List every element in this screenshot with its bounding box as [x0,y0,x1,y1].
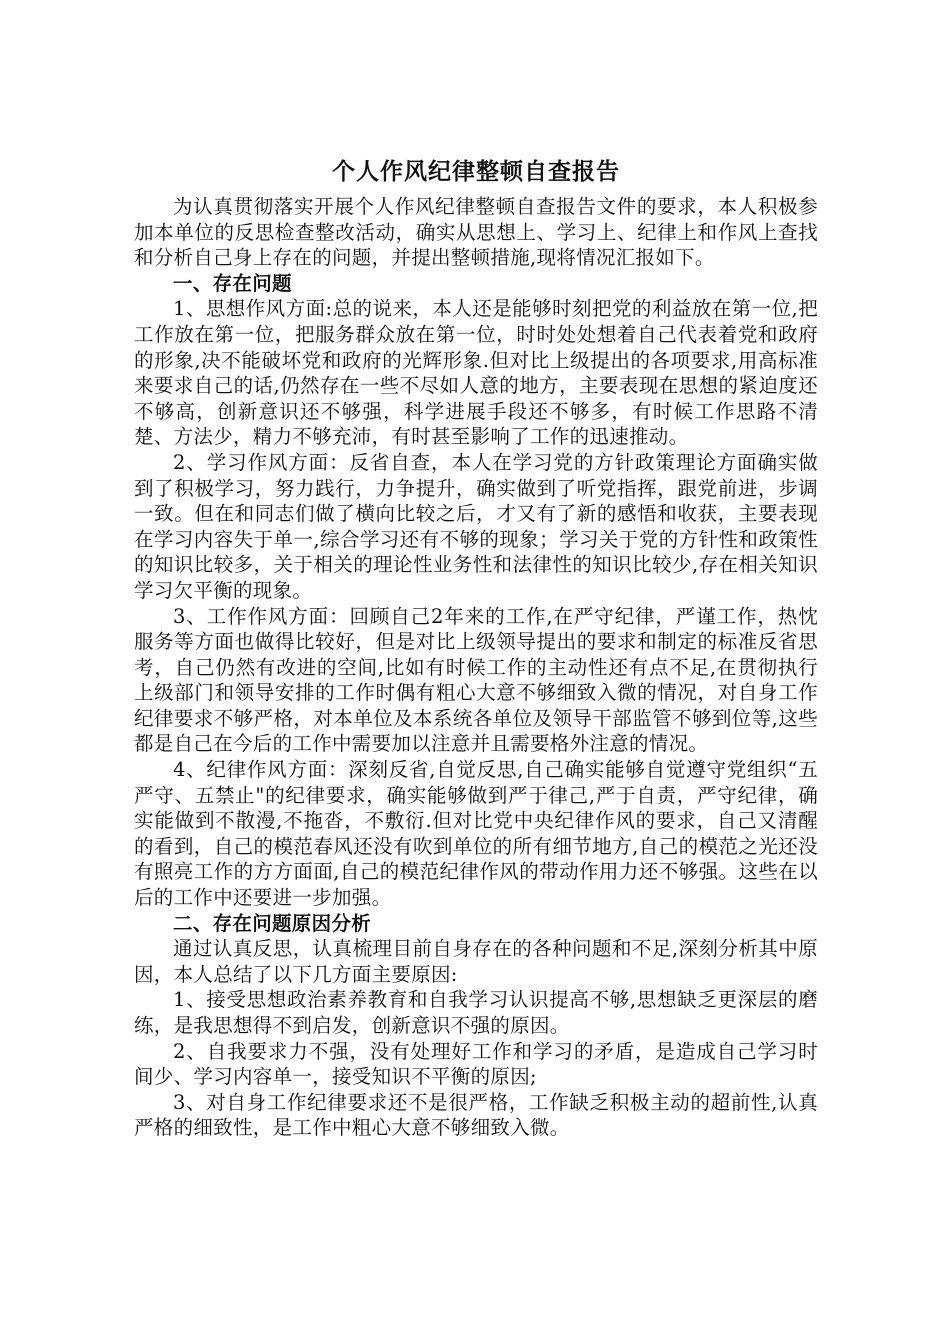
intro-paragraph: 为认真贯彻落实开展个人作风纪律整顿自查报告文件的要求，本人积极参加本单位的反思检查整改活动，确实从思想上、学习上、纪律上和作风上查找和分析自己身上存在的问题，并提出整顿措施,现将情况汇报如下。 [134,195,818,270]
cause-item-1: 1、接受思想政治素养教育和自我学习认识提高不够,思想缺乏更深层的磨练，是我思想得不到启发，创新意识不强的原因。 [134,988,818,1037]
section-heading-problems: 一、存在问题 [173,271,292,295]
document-page [134,152,818,1141]
cause-item-3: 3、对自身工作纪律要求还不是很严格，工作缺乏积极主动的超前性,认真严格的细致性，是工作中粗心大意不够细致入微。 [134,1090,818,1140]
problem-item-study: 2、学习作风方面：反省自查，本人在学习党的方针政策理论方面确实做到了积极学习，努力践行，力争提升，确实做到了听党指挥，跟党前进，步调一致。但在和同志们做了横向比较之后，才又有了新的感悟和收获，主要表现在学习内容失于单一,综合学习还有不够的现象；学习关于党的方针性和政策性的知识比较多，关于相关的理论性业务性和法律性的知识比较少,存在相关知识学习欠平衡的现象。 [134,450,818,602]
problem-item-work: 3、工作作风方面：回顾自己2年来的工作,在严守纪律，严谨工作，热忱服务等方面也做得比较好，但是对比上级领导提出的要求和制定的标准反省思考，自己仍然有改进的空间,比如有时候工作的主动性还有点不足,在贯彻执行上级部门和领导安排的工作时偶有粗心大意不够细致入微的情况，对自身工作纪律要求不够严格，对本单位及本系统各单位及领导干部监管不够到位等,这些都是自己在今后的工作中需要加以注意并且需要格外注意的情况。 [134,604,818,756]
problem-item-thought: 1、思想作风方面:总的说来，本人还是能够时刻把党的利益放在第一位,把工作放在第一位，把服务群众放在第一位，时时处处想着自己代表着党和政府的形象,决不能破坏党和政府的光辉形象.但对比上级提出的各项要求,用高标准来要求自己的话,仍然存在一些不尽如人意的地方，主要表现在思想的紧迫度还不够高，创新意识还不够强，科学进展手段还不够多，有时候工作思路不清楚、方法少，精力不够充沛，有时甚至影响了工作的迅速推动。 [134,297,818,449]
causes-intro-paragraph: 通过认真反思，认真梳理目前自身存在的各种问题和不足,深刻分析其中原因，本人总结了以下几方面主要原因: [134,937,818,986]
section-heading-causes: 二、存在问题原因分析 [173,911,372,935]
problem-item-discipline: 4、纪律作风方面：深刻反省,自觉反思,自己确实能够自觉遵守党组织“五严守、五禁止"的纪律要求，确实能够做到严于律己,严于自责，严守纪律，确实能做到不散漫,不拖沓，不敷衍.但对比党中央纪律作风的要求，自己又清醒的看到，自己的模范春风还没有吹到单位的所有细节地方,自己的模范之光还没有照亮工作的方方面面,自己的模范纪律作风的带动作用力还不够强。这些在以后的工作中还要进一步加强。 [134,758,818,910]
document-title: 个人作风纪律整顿自查报告 [332,158,620,185]
cause-item-2: 2、自我要求力不强，没有处理好工作和学习的矛盾，是造成自己学习时间少、学习内容单一，接受知识不平衡的原因; [134,1039,818,1089]
